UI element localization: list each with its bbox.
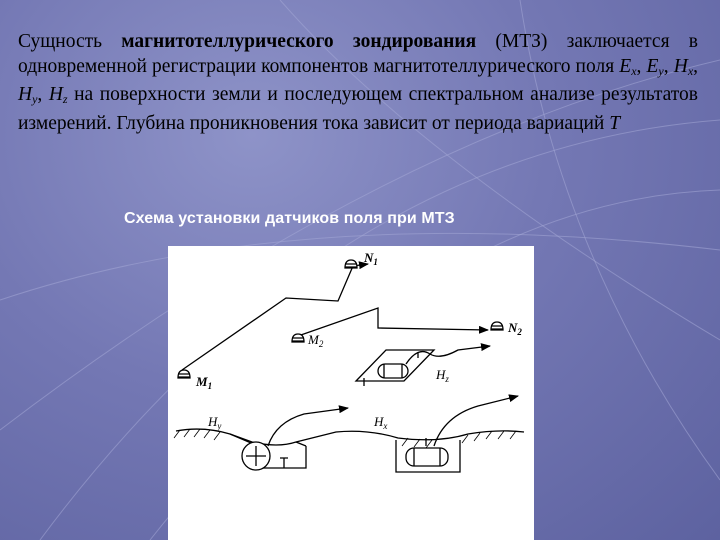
ey-subscript: y [658,63,664,78]
description-paragraph [18,30,698,136]
separator: , [663,55,674,77]
ey-symbol: E [646,55,659,77]
electric-line-m2-n2 [298,308,488,336]
electrode-n1 [345,260,357,268]
hx-pit [396,396,518,472]
hx-subscript: x [687,63,694,78]
hy-symbol: H [18,84,33,105]
hz-subscript: z [62,92,68,106]
electrode-m1 [178,370,190,378]
electrode-m2 [292,334,304,342]
separator: , [37,84,49,105]
label-hx: $H_x$ [374,414,388,431]
hx-symbol: H [673,55,688,77]
hy-pit [230,408,348,470]
separator: , [693,55,699,77]
label-n1: $N_1$ [364,250,378,267]
ex-symbol: E [619,55,632,77]
hz-symbol: H [48,84,63,105]
para-ending: на поверхности земли и последующем спектральном анализе результатов измерений. Глубина проникновения тока зависит от периода вариаций [18,84,698,134]
label-hy: $H_y$ [208,414,222,431]
electric-line-m1-n1 [182,264,368,370]
label-n2: $N_2$ [508,320,522,337]
electrode-n2 [491,322,503,330]
period-symbol: T [609,112,621,134]
separator: , [636,55,647,77]
hy-subscript: y [32,92,38,106]
figure-caption: Схема установки датчиков поля при МТЗ [124,210,455,227]
label-m1: $M_1$ [196,374,213,391]
para-intro: Сущность [18,31,122,52]
mts-sensor-diagram [168,246,534,540]
ground-line [176,429,524,445]
ex-subscript: x [631,63,637,78]
label-hz: $H_z$ [436,367,449,384]
para-continuation: (МТЗ) заключается в одновременной регистрации компонентов магнитотеллурического поля [18,31,698,77]
diagram-canvas [168,246,534,540]
label-m2: $M_2$ [308,332,324,349]
para-bold-term: магнитотеллурического зондирования [121,31,477,52]
hz-pit [356,346,490,386]
